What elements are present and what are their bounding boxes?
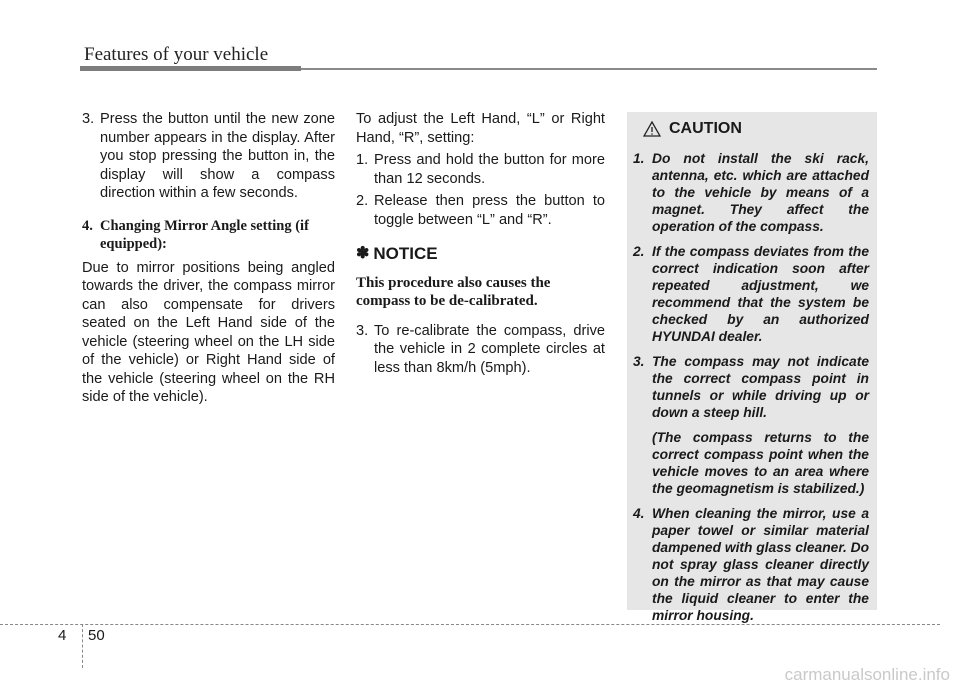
adjust-intro-text: To adjust the Left Hand, “L” or Right Hand, “R”, setting: — [356, 111, 605, 146]
step-3-recalibrate — [356, 322, 605, 378]
notice-heading — [356, 245, 605, 264]
step-number: 2. — [356, 193, 369, 209]
watermark-text: carmanualsonline.info — [784, 665, 950, 684]
step-2-release-toggle — [356, 192, 605, 229]
page-header-title: Features of your vehicle — [84, 44, 269, 65]
step-3-press-button — [82, 110, 335, 203]
caution-item — [633, 243, 869, 345]
middle-column — [356, 110, 605, 381]
warning-triangle-icon — [643, 121, 661, 137]
step-number: 3. — [82, 111, 95, 127]
step-text: Press the button until the new zone number appears in the display. After you stop pressing the button in, the display will show a compass direction within a few seconds. — [100, 111, 335, 201]
left-column — [82, 110, 335, 407]
caution-item-text: Do not install the ski rack, antenna, etc. which are attached to the vehicle by means of a magnet. They affect the operation of the compass. — [652, 151, 869, 234]
step-number: 1. — [356, 152, 369, 168]
caution-item-text: When cleaning the mirror, use a paper towel or similar material dampened with glass cleaner. Do not spray glass cleaner directly on the mirror as that may cause the liquid cleaner to enter the mirror housing. — [652, 506, 869, 623]
page-number: 50 — [88, 627, 105, 644]
caution-list — [633, 150, 869, 632]
caution-item-number: 3. — [633, 354, 645, 369]
footer-divider — [0, 624, 940, 625]
heading-number: 4. — [82, 217, 93, 234]
heading-text: Changing Mirror Angle setting (if equipped): — [100, 217, 309, 252]
header-rule-thick — [80, 66, 301, 71]
step-text: Release then press the button to toggle between “L” and “R”. — [374, 193, 605, 228]
caution-item — [633, 150, 869, 235]
header-rule-thin — [301, 68, 877, 70]
caution-heading — [643, 120, 742, 138]
caution-item-text: The compass may not indicate the correct compass point in tunnels or while driving up or down a steep hill. — [652, 354, 869, 420]
step-number: 3. — [356, 322, 369, 339]
caution-box — [627, 112, 877, 623]
mirror-angle-paragraph: Due to mirror positions being angled towards the driver, the compass mirror can also compensate for drivers seated on the Left Hand side of the vehicle (steering wheel on the LH side of the vehicle) or Right Hand side of the vehicle (steering wheel on the RH side of the vehicle). — [82, 259, 335, 405]
notice-title: NOTICE — [373, 244, 438, 263]
notice-text: This procedure also causes the compass to be de-calibrated. — [356, 274, 551, 309]
chapter-number: 4 — [58, 627, 67, 644]
step-text: Press and hold the button for more than 12 seconds. — [374, 152, 605, 187]
caution-item-number: 1. — [633, 151, 645, 166]
caution-title: CAUTION — [669, 120, 742, 137]
footer-page-separator — [82, 624, 83, 668]
caution-item-number: 4. — [633, 506, 645, 521]
notice-star-icon: ✽ — [356, 245, 370, 262]
caution-note: (The compass returns to the correct compass point when the vehicle moves to an area where the geomagnetism is stabilized.) — [652, 430, 869, 496]
caution-item — [633, 353, 869, 421]
caution-item-number: 2. — [633, 244, 645, 259]
section-heading-mirror-angle — [82, 217, 335, 253]
step-text: To re-calibrate the compass, drive the vehicle in 2 complete circles at less than 8km/h (5mph). — [374, 322, 605, 376]
caution-item-text: If the compass deviates from the correct indication soon after repeated adjustment, we recommend that the system be checked by an authorized HYUNDAI dealer. — [652, 244, 869, 344]
caution-item — [633, 505, 869, 624]
step-1-press-hold — [356, 151, 605, 188]
